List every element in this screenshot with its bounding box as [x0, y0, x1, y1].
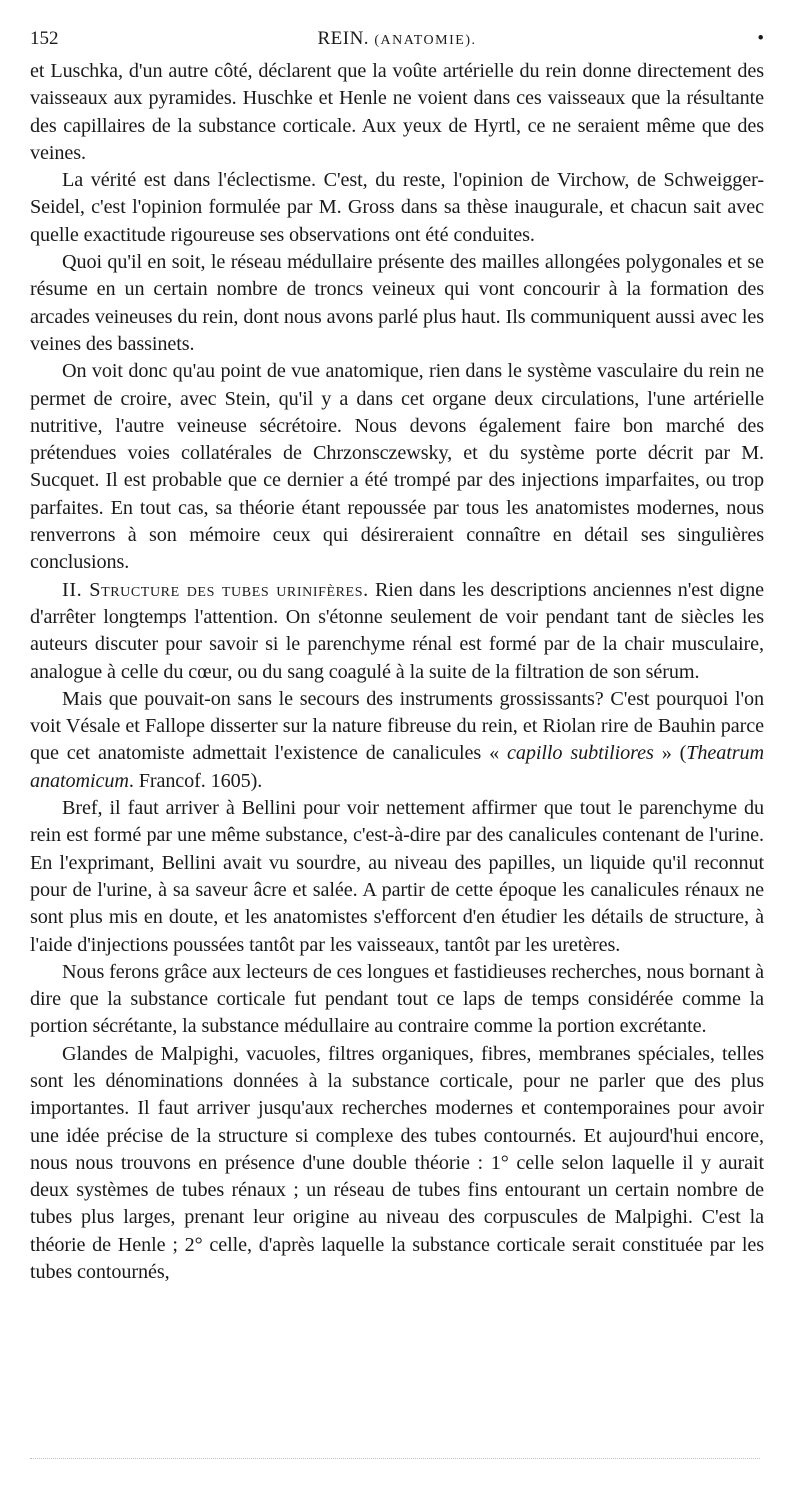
- paragraph-5-text: Rien dans les descriptions anciennes n'est digne d'arrêter longtemps l'attention. On s'étonne seulement de voir pendant tant de siècles les auteurs discuter pour savoir si le parenchyme rénal est formé par de la chair musculaire, analogue à celle du cœur, ou du sang coagulé à la suite de la filtration de son sérum.: [30, 578, 765, 683]
- section-heading: II. Structure des tubes urinifères.: [62, 578, 369, 601]
- running-title-sub: (ANATOMIE).: [374, 33, 477, 48]
- footer-rule: [30, 1458, 760, 1459]
- paragraph-6-text-c: . Francof. 1605).: [128, 769, 263, 792]
- header-mark: •: [757, 28, 764, 49]
- paragraph-7: Bref, il faut arriver à Bellini pour voir nettement affirmer que tout le parenchyme du rein est formé par une même substance, c'est-à-dire par des canalicules contenant de l'urine. En l'exprimant, Bellini avait vu sourdre, au niveau des papilles, un liquide qu'il reconnut pour de l'urine, à sa saveur âcre et salée. A partir de cette époque les canalicules rénaux ne sont plus mis en doute, et les anatomistes s'efforcent d'en étudier les détails de structure, à l'aide d'injections poussées tantôt par les vaisseaux, tantôt par les uretères.: [30, 797, 764, 956]
- paragraph-3: Quoi qu'il en soit, le réseau médullaire présente des mailles allongées polygonales et se résume en un certain nombre de troncs veineux qui vont concourir à la formation des arcades veineuses du rein, dont nous avons parlé plus haut. Ils communiquent aussi avec les veines des bassinets.: [30, 251, 764, 355]
- running-title: [90, 28, 704, 50]
- paragraph-4: On voit donc qu'au point de vue anatomique, rien dans le système vasculaire du rein ne permet de croire, avec Stein, qu'il y a dans cet organe deux circulations, l'une artérielle nutritive, l'autre veineuse sécrétoire. Nous devons également faire bon marché des prétendues voies collatérales de Chrzonsczewsky, et du système porte décrit par M. Sucquet. Il est probable que ce dernier a été trompé par des injections imparfaites, ou trop parfaites. En tout cas, sa théorie étant repoussée par tous les anatomistes modernes, nous renverrons à son mémoire ceux qui désireraient connaître en détail ses singulières conclusions.: [30, 360, 764, 574]
- paragraph-5: [30, 577, 764, 686]
- paragraph-9: Glandes de Malpighi, vacuoles, filtres organiques, fibres, membranes spéciales, telles sont les dénominations données à la substance corticale, pour ne parler que des plus importantes. Il faut arriver jusqu'aux recherches modernes et contemporaines pour avoir une idée précise de la structure si complexe des tubes contournés. Et aujourd'hui encore, nous nous trouvons en présence d'une double théorie : 1° celle selon laquelle il y aurait deux systèmes de tubes rénaux ; un réseau de tubes fins entourant un certain nombre de tubes plus larges, prenant leur origine au niveau des corpuscules de Malpighi. C'est la théorie de Henle ; 2° celle, d'après laquelle la substance corticale serait constituée par les tubes contournés,: [30, 1042, 764, 1284]
- running-header: [30, 28, 764, 58]
- page: [30, 28, 764, 1286]
- page-number: 152: [30, 28, 59, 49]
- paragraph-6-text-a: Mais que pouvait-on sans le secours des instruments grossissants? C'est pourquoi l'on voit Vésale et Fallope disserter sur la nature fibreuse du rein, et Riolan rire de Bauhin parce que cet anatomiste admettait l'existence de canalicules «: [30, 687, 764, 765]
- book-title: Theatrum anatomicum: [30, 742, 764, 792]
- paragraph-2: La vérité est dans l'éclectisme. C'est, du reste, l'opinion de Virchow, de Schweigger-Seidel, c'est l'opinion formulée par M. Gross dans sa thèse inaugurale, et chacun sait avec quelle exactitude rigoureuse ses observations ont été conduites.: [30, 169, 764, 246]
- paragraph-8: Nous ferons grâce aux lecteurs de ces longues et fastidieuses recherches, nous bornant à dire que la substance corticale fut pendant tout ce laps de temps considérée comme la portion sécrétante, la substance médullaire au contraire comme la portion excrétante.: [30, 960, 764, 1038]
- paragraph-1: et Luschka, d'un autre côté, déclarent que la voûte artérielle du rein donne directement des vaisseaux aux pyramides. Huschke et Henle ne voient dans ces vaisseaux que la résultante des capillaires de la substance corticale. Aux yeux de Hyrtl, ce ne seraient même que des veines.: [30, 60, 764, 164]
- paragraph-6: [30, 686, 764, 795]
- running-title-main: REIN.: [317, 28, 370, 49]
- body-text: [30, 58, 764, 1286]
- paragraph-6-text-b: » (: [653, 742, 687, 765]
- latin-phrase: capillo subtiliores: [507, 742, 654, 765]
